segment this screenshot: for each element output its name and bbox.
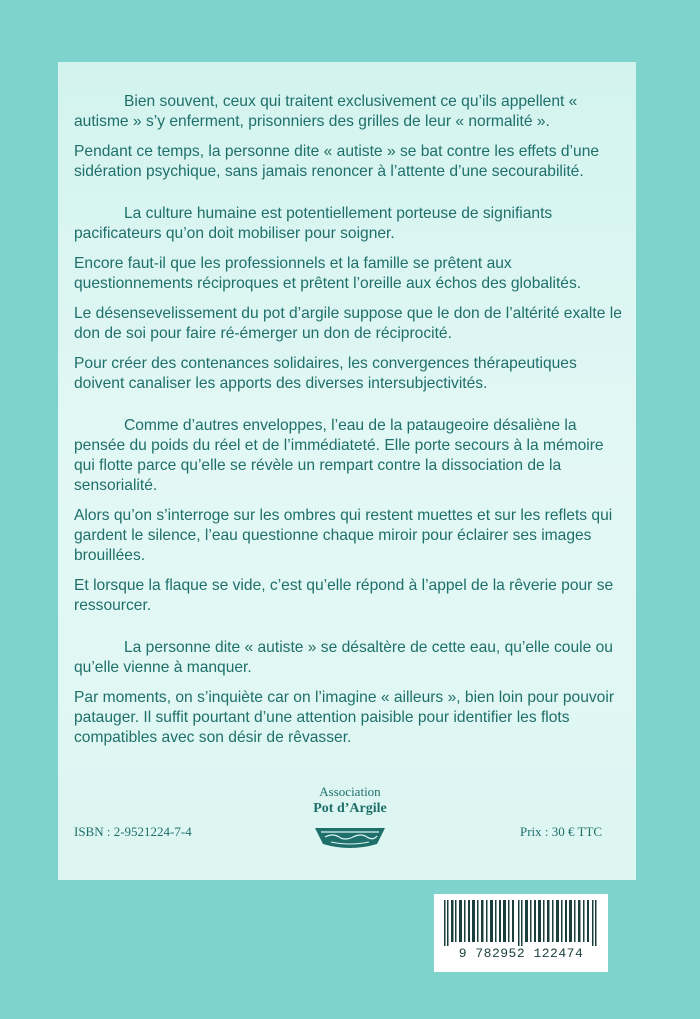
price-label: Prix : 30 € TTC	[520, 824, 603, 839]
blurb-text	[74, 92, 626, 758]
publisher-name: Pot d’Argile	[313, 801, 387, 816]
barcode	[434, 894, 608, 972]
publisher-block	[290, 784, 410, 818]
paragraph: Comme d’autres enveloppes, l’eau de la pataugeoire désaliène la pensée du poids du réel et de l’immédiateté. Elle porte secours à la mémoire qui flotte parce qu’elle se révèle un rempart contre la dissociation de la sensorialité.	[74, 417, 604, 494]
barcode-number: 9 782952 122474	[458, 946, 584, 961]
isbn-label: ISBN : 2-9521224-7-4	[74, 824, 192, 839]
paragraph: Bien souvent, ceux qui traitent exclusivement ce qu’ils appellent « autisme » s’y enferment, prisonniers des grilles de leur « normalité ».	[74, 93, 578, 130]
paragraph: Pendant ce temps, la personne dite « autiste » se bat contre les effets d’une sidération psychique, sans jamais renoncer à l’attente d’une secourabilité.	[74, 143, 600, 180]
paragraph: Et lorsque la flaque se vide, c’est qu’elle répond à l’appel de la rêverie pour se ressourcer.	[74, 577, 614, 614]
ean13-barcode-icon	[442, 900, 600, 946]
paragraph: Le désensevelissement du pot d’argile suppose que le don de l’altérité exalte le don de soi pour faire ré-émerger un don de réciprocité.	[74, 305, 622, 342]
paragraph: Encore faut-il que les professionnels et la famille se prêtent aux questionnements réciproques et prêtent l’oreille aux échos des globalités.	[74, 255, 582, 292]
publisher-line1: Association	[319, 784, 381, 799]
paragraph: La culture humaine est potentiellement porteuse de signifiants pacificateurs qu’on doit mobiliser pour soigner.	[74, 205, 553, 242]
paragraph: Alors qu’on s’interroge sur les ombres qui restent muettes et sur les reflets qui gardent le silence, l’eau questionne chaque miroir pour éclairer ses images brouillées.	[74, 507, 613, 564]
paragraph: Par moments, on s’inquiète car on l’imagine « ailleurs », bien loin pour pouvoir patauger. Il suffit pourtant d’une attention paisible pour identifier les flots compatibles avec son désir de rêvasser.	[74, 689, 615, 746]
paragraph: La personne dite « autiste » se désaltère de cette eau, qu’elle coule ou qu’elle vienne à manquer.	[74, 639, 613, 676]
clay-pot-icon	[313, 824, 387, 850]
paragraph: Pour créer des contenances solidaires, les convergences thérapeutiques doivent canaliser les apports des diverses intersubjectivités.	[74, 355, 577, 392]
